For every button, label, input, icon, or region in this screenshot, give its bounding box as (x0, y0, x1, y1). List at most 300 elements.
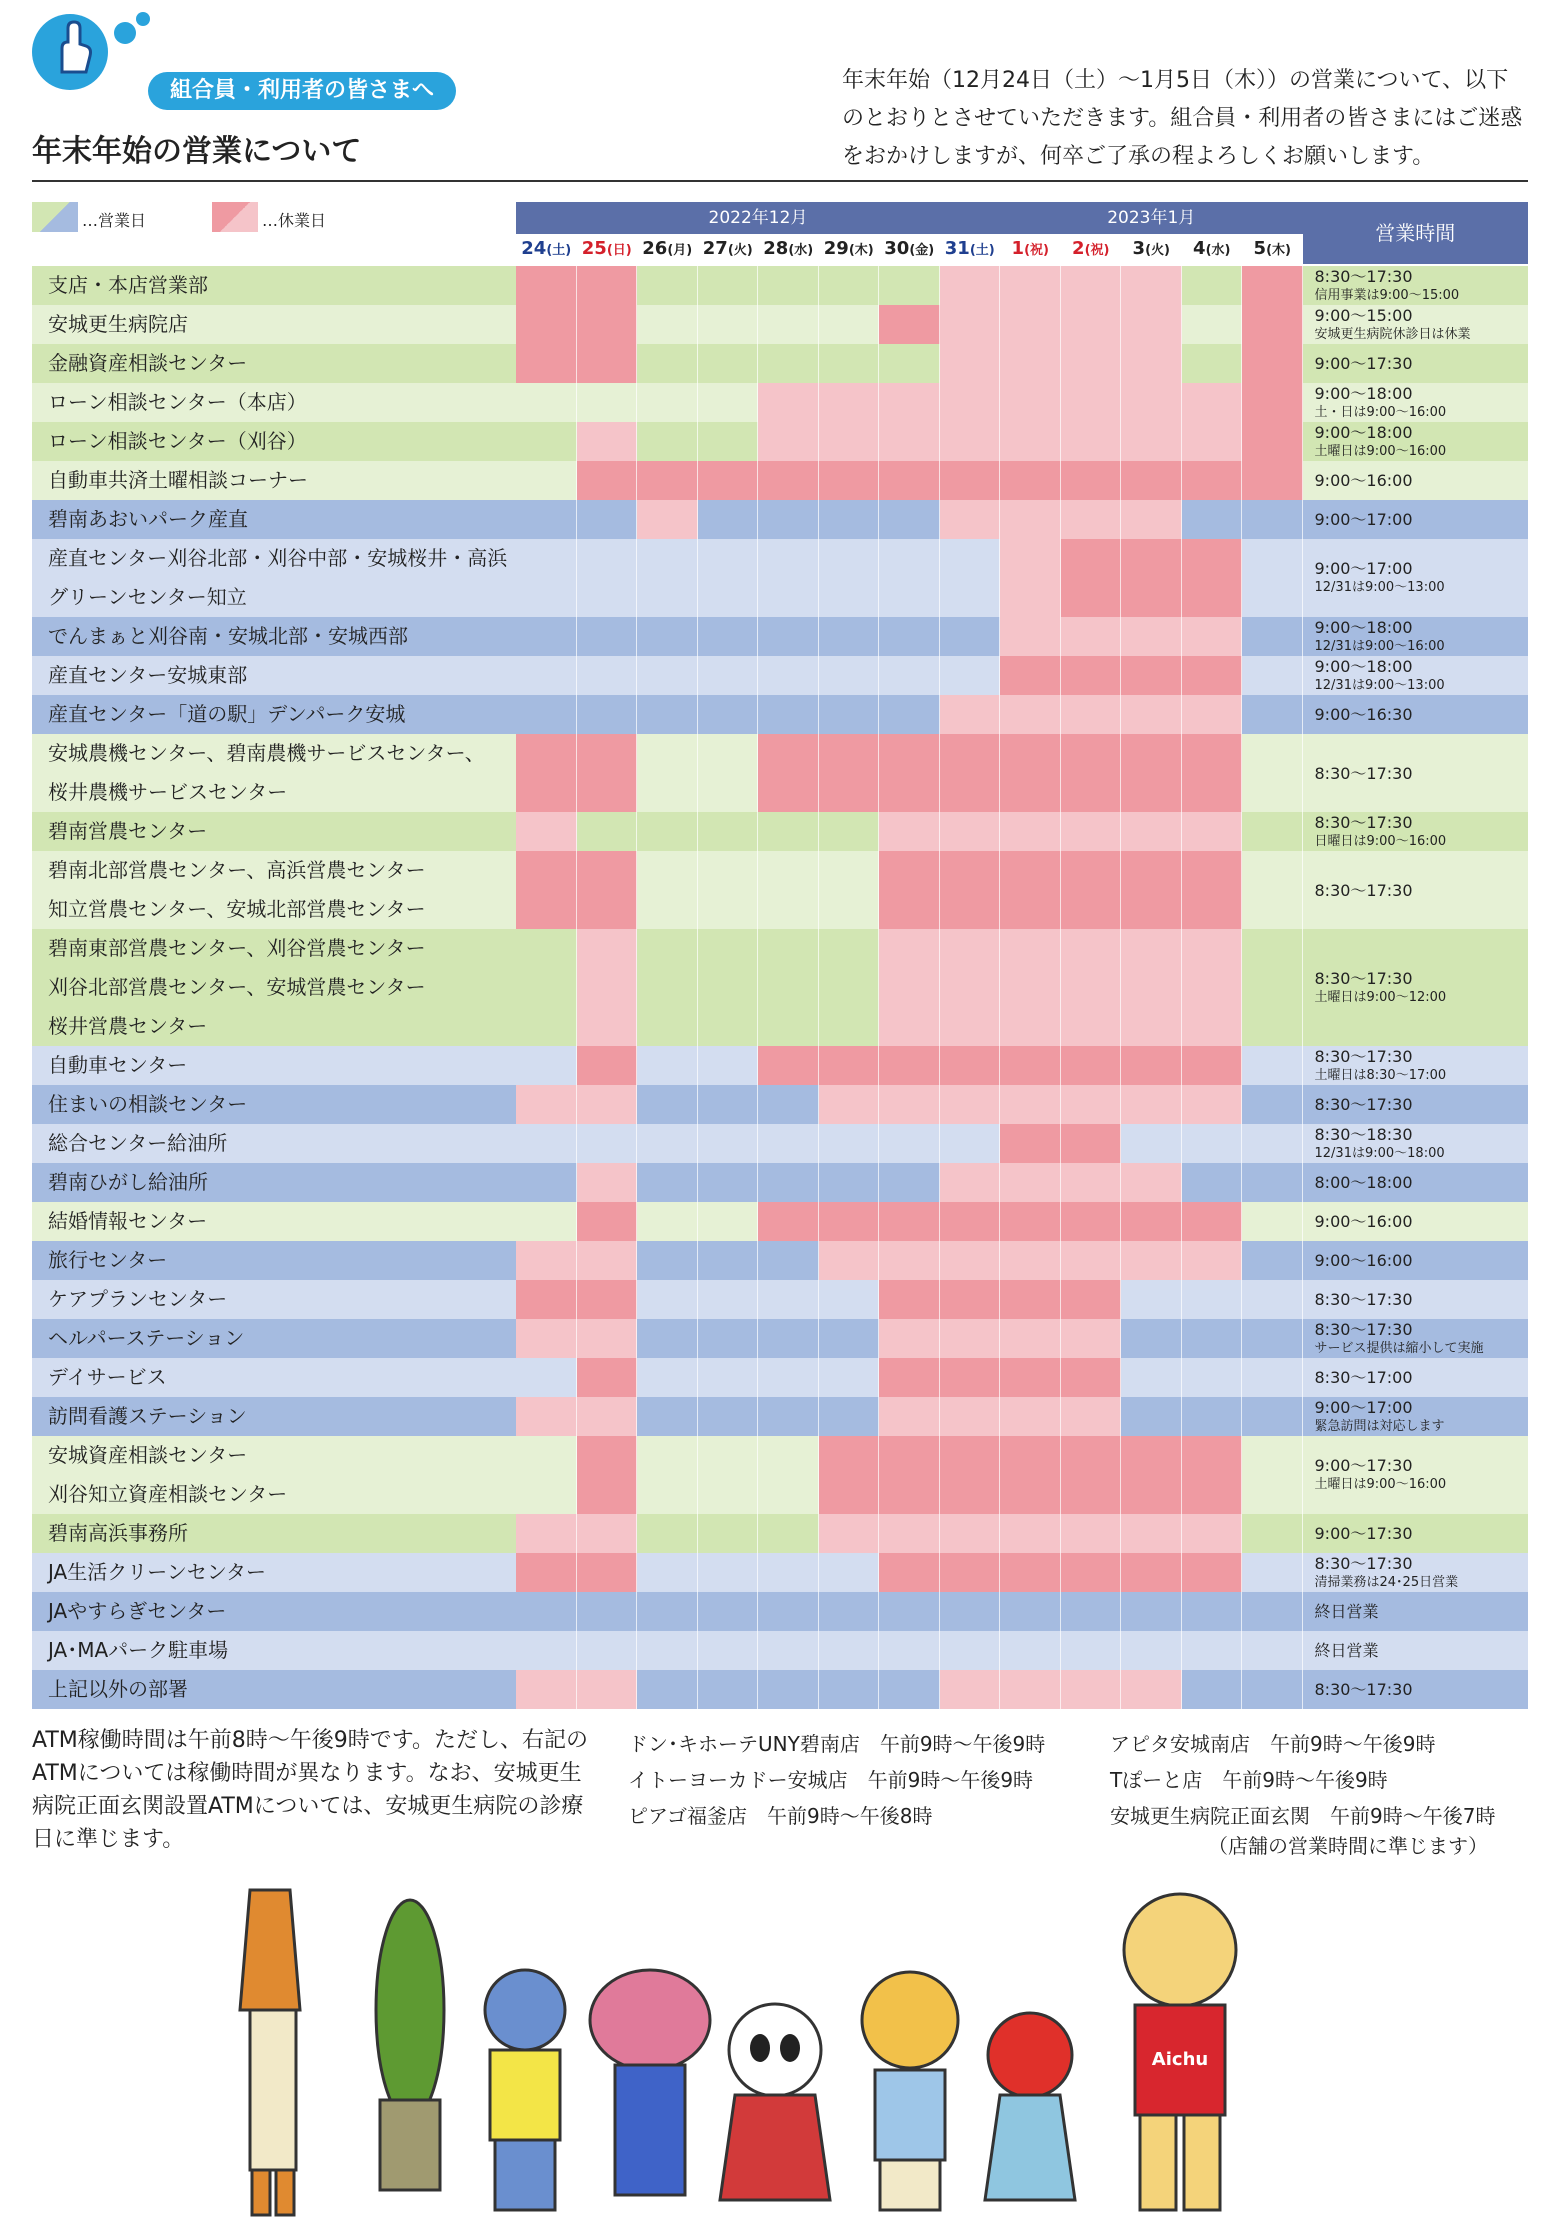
schedule-cell (637, 1592, 698, 1631)
row-label-line: 支店・本店営業部 (48, 273, 208, 297)
schedule-cell (698, 617, 759, 656)
hours-note: 12/31は9:00～18:00 (1314, 1145, 1445, 1161)
day-number: 4 (1193, 238, 1206, 259)
hours-header: 営業時間 (1303, 202, 1529, 264)
hours-text: 9:00～18:00 (1314, 617, 1413, 637)
hours-cell (1303, 734, 1529, 812)
schedule-cell (940, 1553, 1001, 1592)
schedule-cell (1121, 461, 1182, 500)
schedule-cell (1121, 734, 1182, 812)
row-label-line: JAやすらぎセンター (48, 1599, 227, 1623)
schedule-cell (819, 929, 880, 1046)
schedule-cell (879, 617, 940, 656)
schedule-cell (577, 1514, 638, 1553)
schedule-cell (698, 1085, 759, 1124)
schedule-cell (637, 266, 698, 305)
schedule-cell (1061, 1319, 1122, 1358)
hours-text: 終日営業 (1314, 1641, 1379, 1660)
atm-list-2 (1110, 1726, 1495, 1834)
schedule-cell (516, 1241, 577, 1280)
row-label-line: 碧南北部営農センター、高浜営農センター (48, 858, 426, 882)
row-label (32, 383, 516, 422)
schedule-cell (1000, 1241, 1061, 1280)
schedule-cell (1121, 1670, 1182, 1709)
schedule-cell (940, 851, 1001, 929)
schedule-cell (1121, 383, 1182, 422)
schedule-cell (516, 461, 577, 500)
day-header (517, 235, 576, 263)
schedule-cell (698, 695, 759, 734)
day-header (1062, 235, 1121, 263)
page-title: 年末年始の営業について (32, 134, 362, 169)
atm-item: ドン･キホーテUNY碧南店 午前9時～午後9時 (628, 1732, 1046, 1756)
hours-text: 8:30～18:30 (1314, 1124, 1413, 1144)
schedule-cell (1182, 266, 1243, 305)
schedule-cell (516, 929, 577, 1046)
schedule-cell (516, 656, 577, 695)
schedule-cell (758, 383, 819, 422)
schedule-cell (1000, 1319, 1061, 1358)
hours-text: 9:00～17:00 (1314, 559, 1413, 578)
hours-cell (1303, 422, 1529, 461)
schedule-cell (758, 617, 819, 656)
schedule-cell (819, 1553, 880, 1592)
schedule-cell (1121, 1241, 1182, 1280)
schedule-cell (698, 1592, 759, 1631)
atm-item: 安城更生病院正面玄関 午前9時～午後7時 (1110, 1804, 1496, 1828)
schedule-cell (1182, 1202, 1243, 1241)
schedule-cell (577, 812, 638, 851)
schedule-cell (1182, 1124, 1243, 1163)
schedule-cell (819, 422, 880, 461)
schedule-cell (637, 695, 698, 734)
schedule-cell (637, 1163, 698, 1202)
schedule-cell (1061, 461, 1122, 500)
row-label-line: 碧南営農センター (48, 819, 208, 843)
schedule-cell (819, 1514, 880, 1553)
schedule-cell (758, 539, 819, 617)
schedule-cell (637, 383, 698, 422)
schedule-cell (758, 851, 819, 929)
schedule-cell (1061, 1124, 1122, 1163)
schedule-cell (1061, 1670, 1122, 1709)
schedule-cell (940, 929, 1001, 1046)
row-label (32, 1163, 516, 1202)
hours-cell (1303, 461, 1529, 500)
atm-info: ATM稼働時間は午前8時～午後9時です。ただし、右記のATMについては稼働時間が異なります。なお、安城更生病院正面玄関設置ATMについては、安城更生病院の診療日に準じます。 (32, 1728, 588, 1852)
day-header (880, 235, 939, 263)
row-label (32, 1124, 516, 1163)
hours-note: 12/31は9:00～13:00 (1314, 677, 1445, 693)
row-label-line: 碧南東部営農センター、刈谷営農センター (48, 936, 426, 960)
schedule-cell (879, 851, 940, 929)
row-label-line: 産直センター「道の駅」デンパーク安城 (48, 702, 406, 726)
schedule-cell (698, 851, 759, 929)
schedule-cell (940, 734, 1001, 812)
weekday: (水) (1205, 243, 1231, 258)
hours-cell (1303, 1319, 1529, 1358)
schedule-cell (698, 305, 759, 344)
schedule-cell (940, 812, 1001, 851)
dog-mascot (485, 1970, 565, 2210)
schedule-cell (879, 1241, 940, 1280)
schedule-cell (1061, 1436, 1122, 1514)
schedule-cell (879, 539, 940, 617)
schedule-cell (1000, 812, 1061, 851)
day-header (578, 235, 637, 263)
schedule-cell (698, 1514, 759, 1553)
schedule-cell (1182, 1241, 1243, 1280)
schedule-cell (758, 266, 819, 305)
row-label (32, 422, 516, 461)
schedule-cell (1242, 1280, 1303, 1319)
schedule-cell (1000, 695, 1061, 734)
hours-text: 8:30～17:30 (1314, 1553, 1413, 1573)
schedule-cell (516, 305, 577, 344)
schedule-cell (1182, 1514, 1243, 1553)
schedule-cell (879, 1163, 940, 1202)
schedule-cell (516, 266, 577, 305)
row-label (32, 1085, 516, 1124)
hours-cell (1303, 1436, 1529, 1514)
schedule-cell (758, 929, 819, 1046)
schedule-cell (879, 1514, 940, 1553)
row-label-line: ローン相談センター（刈谷） (48, 429, 307, 453)
hours-text: 8:30～17:30 (1314, 1290, 1413, 1309)
schedule-cell (1121, 1046, 1182, 1085)
schedule-cell (516, 1046, 577, 1085)
schedule-cell (879, 734, 940, 812)
schedule-cell (577, 539, 638, 617)
row-label (32, 1514, 516, 1553)
schedule-cell (1000, 539, 1061, 617)
hours-text: 9:00～16:00 (1314, 471, 1413, 490)
schedule-cell (577, 695, 638, 734)
schedule-cell (698, 1124, 759, 1163)
hours-note: 土曜日は9:00～12:00 (1314, 989, 1447, 1005)
row-label-line: ローン相談センター（本店） (48, 390, 307, 414)
schedule-cell (1000, 851, 1061, 929)
schedule-cell (516, 1163, 577, 1202)
schedule-cell (1242, 1358, 1303, 1397)
schedule-cell (940, 422, 1001, 461)
schedule-cell (698, 1358, 759, 1397)
schedule-cell (940, 1241, 1001, 1280)
hours-text: 8:00～18:00 (1314, 1173, 1413, 1192)
schedule-cell (1242, 539, 1303, 617)
schedule-cell (1061, 734, 1122, 812)
schedule-cell (1242, 1124, 1303, 1163)
schedule-cell (1061, 617, 1122, 656)
schedule-cell (1000, 1046, 1061, 1085)
intro-text: 年末年始（12月24日（土）～1月5日（木））の営業について、以下のとおりとさせていただきます。組合員・利用者の皆さまにはご迷惑をおかけしますが、何卒ご了承の程よろしくお願いします。 (842, 68, 1523, 169)
schedule-cell (819, 383, 880, 422)
day-number: 31 (944, 238, 970, 259)
hours-cell (1303, 1124, 1529, 1163)
schedule-cell (1242, 929, 1303, 1046)
schedule-cell (1182, 305, 1243, 344)
schedule-cell (940, 1592, 1001, 1631)
day-header (1122, 235, 1181, 263)
row-label-line: 総合センター給油所 (48, 1131, 228, 1155)
atm-item: ピアゴ福釜店 午前9時～午後8時 (628, 1804, 933, 1828)
schedule-cell (879, 1280, 940, 1319)
schedule-cell (698, 1397, 759, 1436)
schedule-cell (698, 656, 759, 695)
schedule-cell (1000, 1397, 1061, 1436)
hours-text: 9:00～16:00 (1314, 1251, 1413, 1270)
schedule-cell (516, 1085, 577, 1124)
schedule-cell (698, 1202, 759, 1241)
hours-text: 8:30～17:30 (1314, 812, 1413, 832)
schedule-cell (516, 734, 577, 812)
schedule-cell (1000, 1631, 1061, 1670)
schedule-cell (1182, 734, 1243, 812)
atm-item: イトーヨーカドー安城店 午前9時～午後9時 (628, 1768, 1034, 1792)
schedule-cell (940, 266, 1001, 305)
row-label (32, 1319, 516, 1358)
monkey-mascot (862, 1972, 958, 2210)
schedule-cell (1242, 1163, 1303, 1202)
schedule-cell (1121, 851, 1182, 929)
hours-cell (1303, 1280, 1529, 1319)
day-header (1001, 235, 1060, 263)
hours-cell (1303, 812, 1529, 851)
schedule-cell (940, 1514, 1001, 1553)
hours-text: 9:00～17:30 (1314, 354, 1413, 373)
hours-note: サービス提供は縮小して実施 (1314, 1340, 1484, 1356)
schedule-cell (637, 1358, 698, 1397)
schedule-cell (758, 422, 819, 461)
schedule-cell (1061, 851, 1122, 929)
hours-text: 8:30～17:30 (1314, 968, 1413, 988)
hours-cell (1303, 1397, 1529, 1436)
weekday: (祝) (1024, 243, 1049, 258)
hours-note: 清掃業務は24･25日営業 (1314, 1574, 1459, 1590)
weekday: (木) (1266, 243, 1291, 258)
schedule-cell (1242, 1319, 1303, 1358)
schedule-cell (1121, 1163, 1182, 1202)
schedule-cell (879, 656, 940, 695)
schedule-cell (1182, 1280, 1243, 1319)
schedule-cell (758, 1436, 819, 1514)
hours-cell (1303, 266, 1529, 305)
schedule-cell (637, 1397, 698, 1436)
elephant-mascot (590, 1970, 710, 2195)
hours-cell (1303, 929, 1529, 1046)
schedule-cell (758, 1592, 819, 1631)
schedule-cell (637, 1046, 698, 1085)
schedule-cell (819, 617, 880, 656)
schedule-cell (1061, 1397, 1122, 1436)
hours-cell (1303, 1670, 1529, 1709)
schedule-cell (1182, 461, 1243, 500)
schedule-cell (577, 1670, 638, 1709)
schedule-cell (879, 695, 940, 734)
schedule-cell (940, 1358, 1001, 1397)
row-label-line: 自動車共済土曜相談コーナー (48, 468, 308, 492)
schedule-cell (819, 1085, 880, 1124)
schedule-cell (940, 1670, 1001, 1709)
day-number: 28 (763, 238, 789, 259)
schedule-cell (819, 1358, 880, 1397)
schedule-cell (1182, 1319, 1243, 1358)
schedule-cell (758, 1124, 819, 1163)
schedule-cell (879, 344, 940, 383)
schedule-cell (1182, 383, 1243, 422)
schedule-cell (758, 1046, 819, 1085)
row-label (32, 500, 516, 539)
hours-note: 土曜日は9:00～16:00 (1314, 443, 1447, 459)
schedule-cell (1000, 500, 1061, 539)
schedule-cell (1242, 1046, 1303, 1085)
schedule-cell (1182, 1592, 1243, 1631)
schedule-cell (698, 734, 759, 812)
schedule-cell (758, 656, 819, 695)
schedule-cell (1182, 344, 1243, 383)
schedule-cell (879, 461, 940, 500)
row-label (32, 1397, 516, 1436)
day-number: 5 (1253, 238, 1267, 259)
schedule-cell (516, 383, 577, 422)
schedule-cell (940, 617, 1001, 656)
hours-note: 土曜日は8:30～17:00 (1314, 1067, 1447, 1083)
schedule-cell (1182, 656, 1243, 695)
schedule-cell (879, 422, 940, 461)
schedule-cell (758, 1085, 819, 1124)
schedule-cell (940, 695, 1001, 734)
schedule-cell (879, 1397, 940, 1436)
schedule-cell (819, 1124, 880, 1163)
schedule-cell (516, 1319, 577, 1358)
schedule-cell (698, 1280, 759, 1319)
schedule-cell (1182, 1631, 1243, 1670)
schedule-cell (577, 344, 638, 383)
schedule-cell (819, 1592, 880, 1631)
row-label (32, 1280, 516, 1319)
schedule-cell (1121, 1397, 1182, 1436)
schedule-cell (1242, 305, 1303, 344)
row-label (32, 1046, 516, 1085)
schedule-cell (577, 266, 638, 305)
schedule-cell (940, 1319, 1001, 1358)
schedule-cell (940, 1124, 1001, 1163)
schedule-cell (516, 812, 577, 851)
schedule-cell (1182, 500, 1243, 539)
schedule-cell (577, 1592, 638, 1631)
schedule-cell (637, 461, 698, 500)
schedule-cell (1061, 1280, 1122, 1319)
schedule-cell (1061, 305, 1122, 344)
schedule-cell (1242, 695, 1303, 734)
schedule-cell (1000, 1163, 1061, 1202)
schedule-cell (758, 1358, 819, 1397)
schedule-cell (516, 1358, 577, 1397)
hours-text: 8:30～17:30 (1314, 880, 1413, 900)
schedule-cell (1061, 344, 1122, 383)
hours-note: 信用事業は9:00～15:00 (1314, 287, 1460, 303)
schedule-cell (637, 929, 698, 1046)
schedule-cell (637, 500, 698, 539)
schedule-cell (879, 812, 940, 851)
schedule-cell (577, 1358, 638, 1397)
schedule-cell (1061, 422, 1122, 461)
row-label-line: 金融資産相談センター (48, 351, 248, 375)
decor-dot (136, 12, 150, 26)
schedule-cell (1061, 383, 1122, 422)
schedule-cell (819, 1163, 880, 1202)
decor-dot (114, 22, 136, 44)
schedule-cell (637, 539, 698, 617)
schedule-cell (940, 383, 1001, 422)
schedule-cell (1242, 1670, 1303, 1709)
schedule-cell (1121, 1319, 1182, 1358)
row-label (32, 1670, 516, 1709)
schedule-cell (577, 383, 638, 422)
row-label-line: 結婚情報センター (48, 1209, 208, 1233)
schedule-cell (1242, 812, 1303, 851)
schedule-cell (637, 734, 698, 812)
hours-note: 安城更生病院休診日は休業 (1314, 326, 1471, 342)
day-number: 24 (521, 238, 547, 259)
schedule-cell (516, 1553, 577, 1592)
schedule-cell (1121, 344, 1182, 383)
schedule-cell (1000, 1436, 1061, 1514)
schedule-cell (1121, 1592, 1182, 1631)
schedule-cell (879, 1436, 940, 1514)
schedule-cell (758, 695, 819, 734)
schedule-cell (758, 305, 819, 344)
row-label (32, 851, 516, 929)
schedule-cell (1061, 539, 1122, 617)
row-label-line: 住まいの相談センター (48, 1092, 248, 1116)
schedule-cell (516, 1124, 577, 1163)
schedule-cell (1121, 617, 1182, 656)
schedule-cell (1121, 1358, 1182, 1397)
schedule-cell (879, 1670, 940, 1709)
schedule-cell (1182, 422, 1243, 461)
schedule-cell (516, 1592, 577, 1631)
schedule-cell (819, 539, 880, 617)
schedule-cell (1061, 1085, 1122, 1124)
hours-cell (1303, 656, 1529, 695)
row-label (32, 305, 516, 344)
schedule-cell (1182, 1085, 1243, 1124)
schedule-cell (1000, 461, 1061, 500)
hours-note: 土・日は9:00～16:00 (1314, 404, 1447, 420)
hours-cell (1303, 1631, 1529, 1670)
row-label (32, 1202, 516, 1241)
schedule-cell (879, 1592, 940, 1631)
schedule-cell (819, 305, 880, 344)
legend-open-swatch (32, 202, 78, 232)
schedule-cell (819, 851, 880, 929)
schedule-cell (1061, 1163, 1122, 1202)
hours-cell (1303, 1085, 1529, 1124)
schedule-cell (758, 1514, 819, 1553)
row-label (32, 1631, 516, 1670)
schedule-cell (879, 1124, 940, 1163)
schedule-cell (1061, 1631, 1122, 1670)
schedule-cell (879, 1631, 940, 1670)
row-label-line: 碧南あおいパーク産直 (48, 507, 248, 531)
schedule-cell (879, 1358, 940, 1397)
schedule-cell (1182, 1436, 1243, 1514)
schedule-cell (1242, 1436, 1303, 1514)
schedule-cell (940, 539, 1001, 617)
schedule-cell (1061, 500, 1122, 539)
hours-cell (1303, 539, 1529, 617)
